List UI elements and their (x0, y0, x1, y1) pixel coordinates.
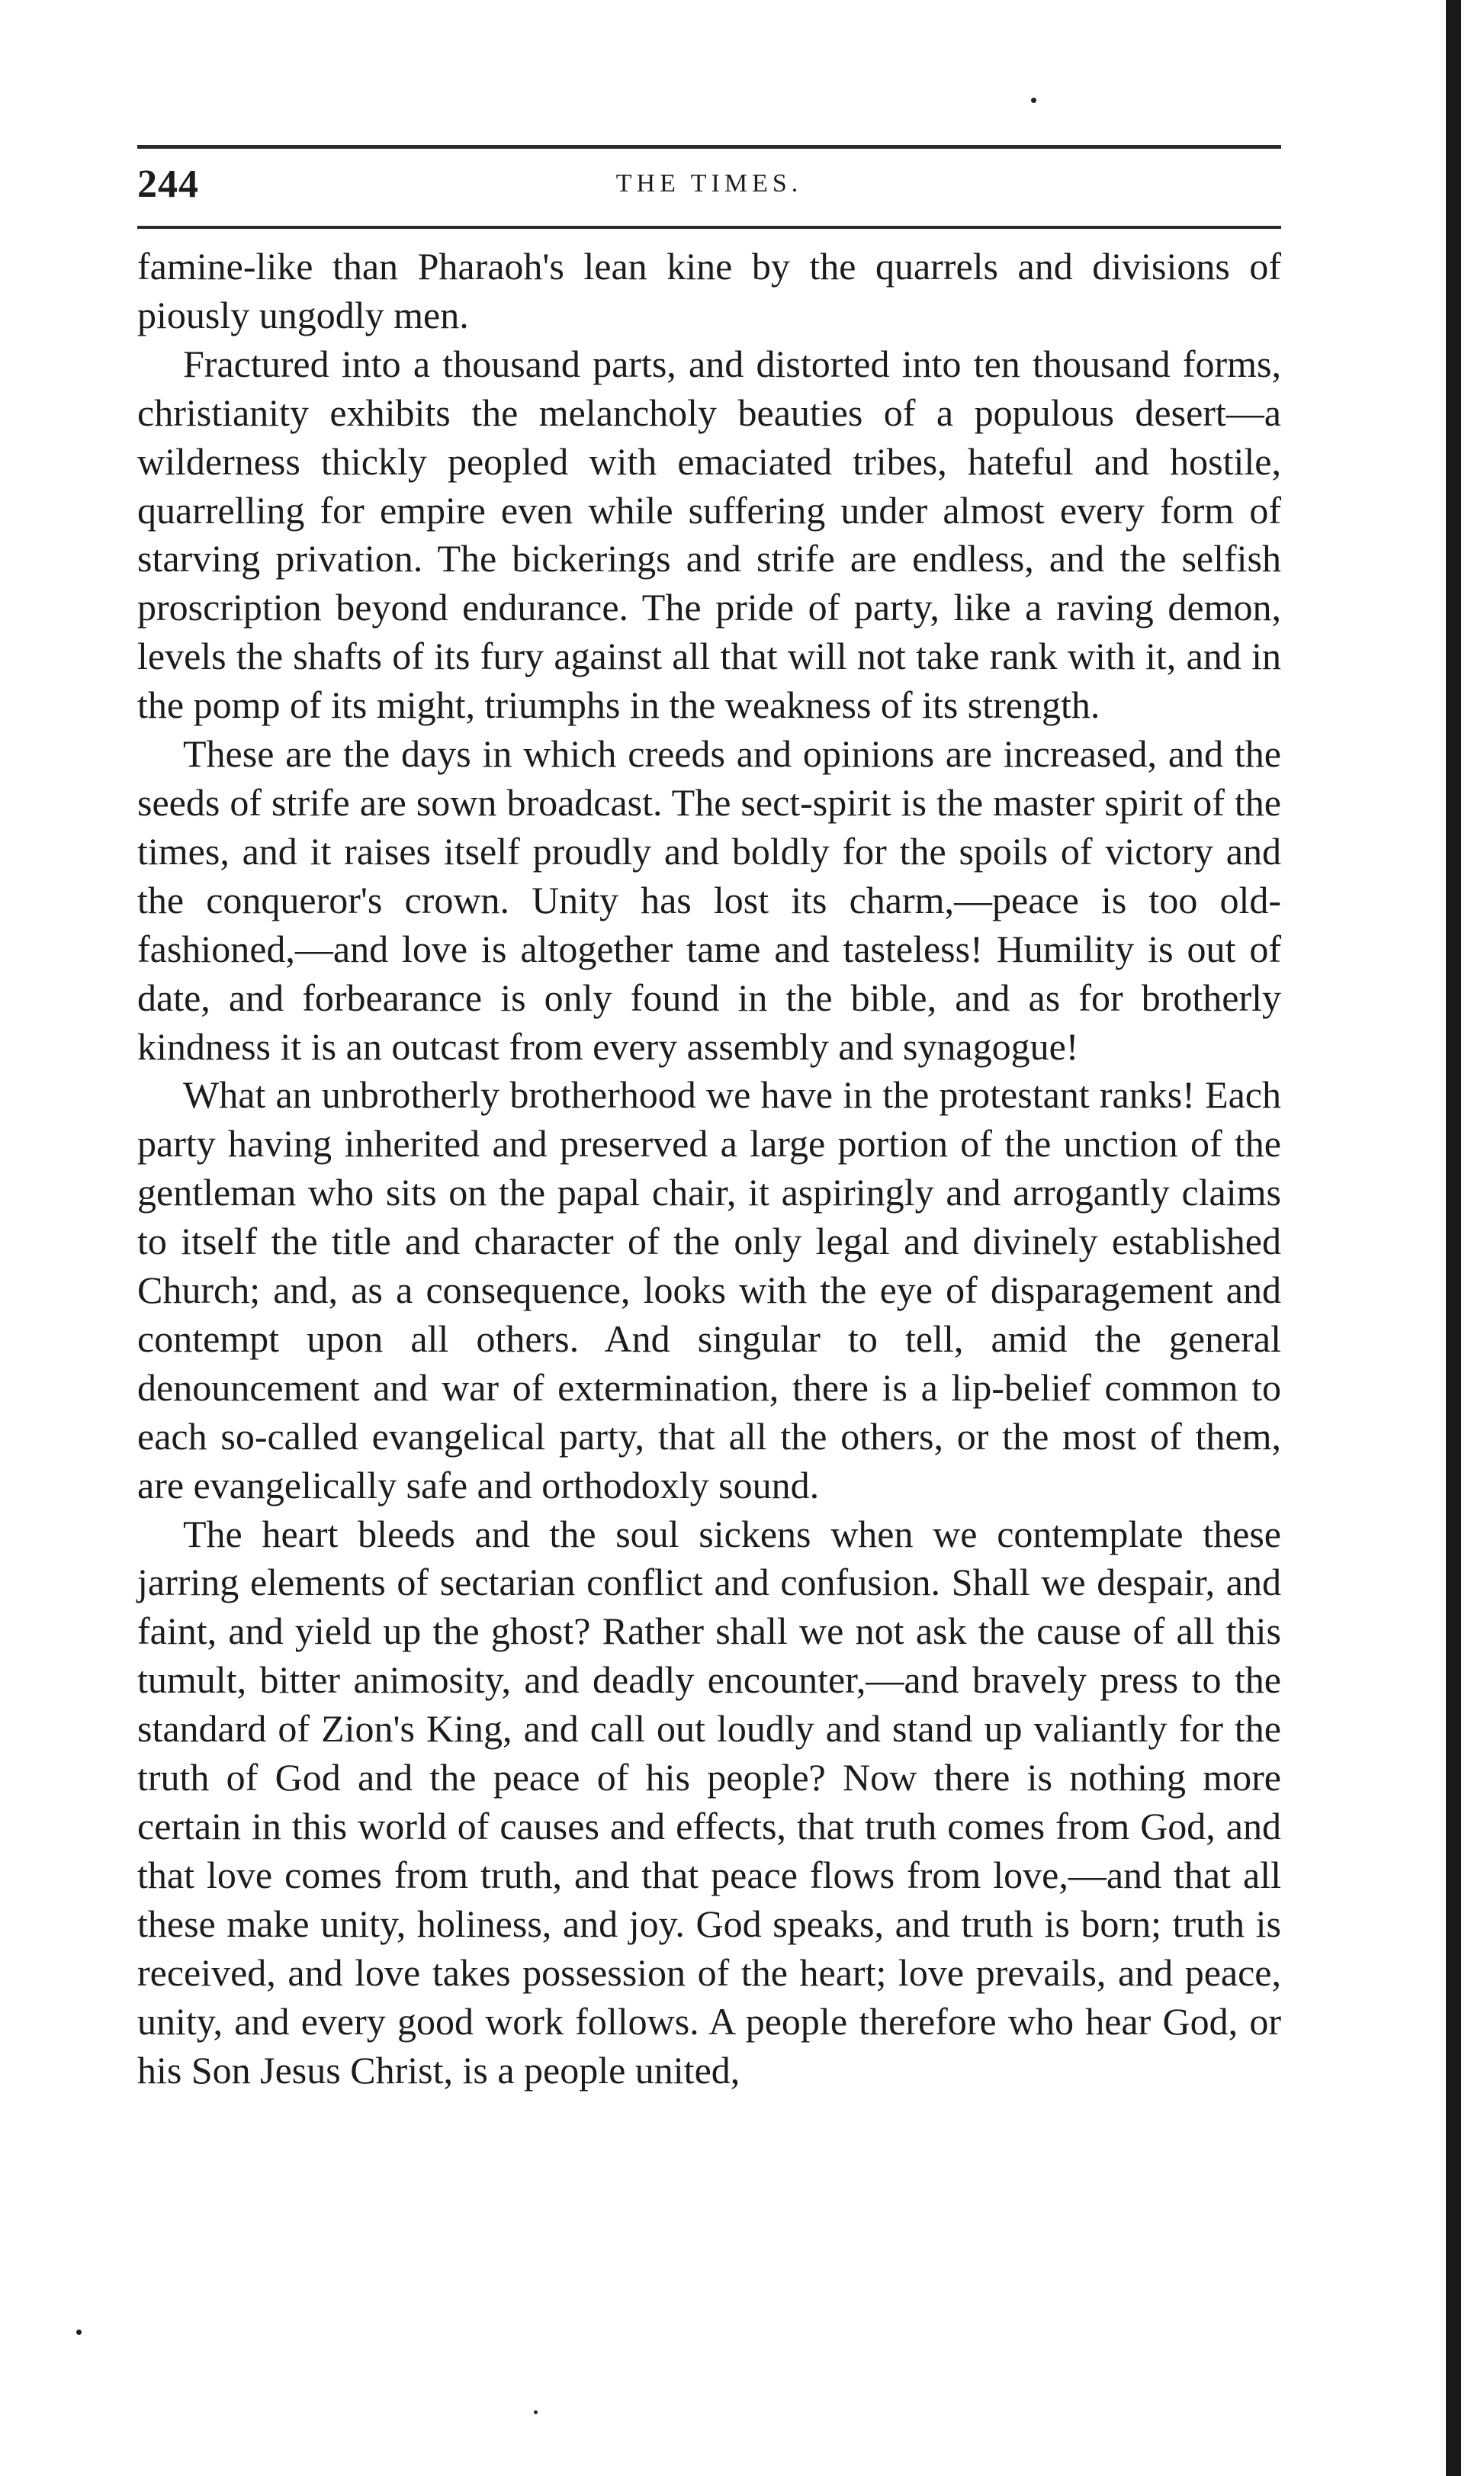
paragraph: These are the days in which creeds and opinions are increased, and the seeds of strife are sown broadcast. The sect-spirit is the master spirit of the times, and it raises itself proudly and boldly for the spoils of victory and the conqueror's crown. Unity has lost its charm,—peace is too old-fashioned,—and love is altogether tame and tasteless! Humility is out of date, and forbearance is only found in the bible, and as for brotherly kindness it is an outcast from every assembly and synagogue! (137, 732, 1281, 1068)
body-text (137, 243, 1281, 2095)
print-speck (76, 2330, 82, 2335)
paragraph: Fractured into a thousand parts, and distorted into ten thousand forms, christianity exhibits the melancholy beauties of a populous desert—a wilderness thickly peopled with emaciated tribes, hateful and hostile, quarrelling for empire even while suffering under almost every form of starving privation. The bickerings and strife are endless, and the selfish proscription beyond endurance. The pride of party, like a raving demon, levels the shafts of its fury against all that will not take rank with it, and in the pomp of its might, triumphs in the weakness of its strength. (137, 342, 1281, 727)
running-title: THE TIMES. (615, 169, 803, 198)
page-number: 244 (137, 162, 199, 206)
print-speck (1031, 98, 1036, 103)
header-rule-top (137, 145, 1281, 149)
paragraph: The heart bleeds and the soul sickens when we contemplate these jarring elements of sectarian conflict and confusion. Shall we despair, and faint, and yield up the ghost? Rather shall we not ask the cause of all this tumult, bitter animosity, and deadly encounter,—and bravely press to the standard of Zion's King, and call out loudly and stand up valiantly for the truth of God and the peace of his people? Now there is nothing more certain in this world of causes and effects, that truth comes from God, and that love comes from truth, and that peace flows from love,—and that all these make unity, holiness, and joy. God speaks, and truth is born; truth is received, and love takes possession of the heart; love prevails, and peace, unity, and every good work follows. A people therefore who hear God, or his Son Jesus Christ, is a people united, (137, 1512, 1281, 2092)
header-rule-bottom (137, 226, 1281, 229)
running-head (137, 162, 1281, 215)
paragraph-continued: famine-like than Pharaoh's lean kine by the quarrels and divisions of piously ungodly men. (137, 245, 1281, 336)
print-speck (534, 2410, 538, 2414)
paragraph: What an unbrotherly brotherhood we have in the protestant ranks! Each party having inherited and preserved a large portion of the unction of the gentleman who sits on the papal chair, it aspiringly and arrogantly claims to itself the title and character of the only legal and divinely established Church; and, as a consequence, looks with the eye of disparagement and contempt upon all others. And singular to tell, amid the general denouncement and war of extermination, there is a lip-belief common to each so-called evangelical party, that all the others, or the most of them, are evangelically safe and orthodoxly sound. (137, 1073, 1281, 1507)
page-edge-shadow (1446, 0, 1461, 2476)
